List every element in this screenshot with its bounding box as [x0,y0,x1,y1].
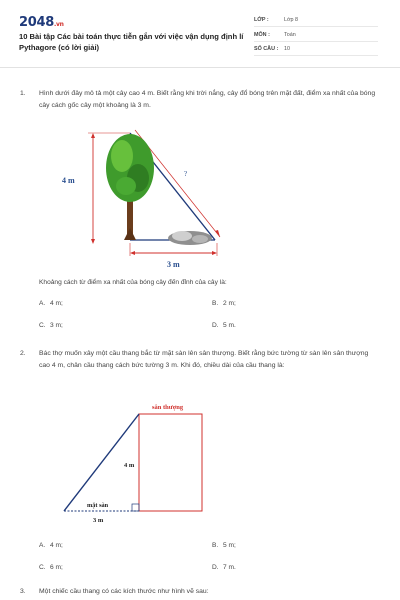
question-number: 1. [20,90,26,97]
option-text: 4 m; [50,542,63,549]
option-letter: C. [39,322,46,329]
q2-option-c[interactable] [39,564,63,571]
floor-label: mặt sàn [87,502,109,509]
question-text: Hình dưới đây mô tả một cây cao 4 m. Biết rằng khi trời nắng, cây đổ bóng trên mặt đất, điểm xa nhất của bóng cây cách gốc cây một khoảng là 3 m. [39,90,376,109]
q1-option-d[interactable] [212,322,236,329]
wall-height-label: 4 m [124,462,135,469]
meta-key: SỐ CÂU : [254,46,279,52]
question-text: Bác thợ muốn xây một cầu thang bắc từ mặt sàn lên sân thượng. Biết rằng bức tường từ sàn lên sân thượng cao 4 m, chân cầu thang cách bức tường 3 m. Khi đó, chiều dài của cầu thang là: [39,350,369,369]
document-title: 10 Bài tập Các bài toán thực tiễn gắn với việc vận dụng định lí Pythagore (có lời giải) [19,32,244,52]
option-letter: A. [39,300,46,307]
q1-option-a[interactable] [39,300,63,307]
logo-suffix: .vn [53,21,64,28]
question-2 [20,348,380,372]
question-number: 3. [20,588,26,595]
q2-option-d[interactable] [212,564,236,571]
meta-row-subject [254,30,378,42]
option-text: 3 m; [50,322,63,329]
option-text: 5 m; [223,542,236,549]
meta-key: MÔN : [254,32,270,38]
option-letter: B. [212,300,219,307]
option-text: 4 m; [50,300,63,307]
q2-option-b[interactable] [212,542,236,549]
option-letter: A. [39,542,46,549]
question-text: Một chiếc cầu thang có các kích thước như hình vẽ sau: [39,588,209,595]
q1-option-c[interactable] [39,322,63,329]
q1-option-b[interactable] [212,300,236,307]
option-letter: C. [39,564,46,571]
option-text: 7 m. [223,564,236,571]
option-letter: D. [212,322,219,329]
question-number: 2. [20,350,26,357]
tree-shadow-figure [60,128,230,273]
option-letter: D. [212,564,219,571]
staircase-figure [60,398,210,526]
base-distance-label: 3 m [93,517,104,524]
meta-row-class [254,15,378,27]
option-letter: B. [212,542,219,549]
question-1 [20,88,380,112]
tree-icon [106,134,154,240]
logo-text: 2048 [19,15,54,30]
q2-option-a[interactable] [39,542,63,549]
site-logo[interactable] [19,15,64,30]
option-text: 5 m. [223,322,236,329]
hypotenuse-label: ? [184,170,188,178]
rooftop-label: sân thượng [152,404,184,411]
meta-value: Lớp 8 [284,17,299,23]
page-header [0,0,400,68]
meta-value: Toán [284,32,296,38]
tree-height-label: 4 m [62,176,75,185]
meta-key: LỚP : [254,17,269,23]
option-text: 2 m; [223,300,236,307]
question-3 [20,586,380,598]
meta-value: 10 [284,46,290,52]
question-1-prompt: Khoảng cách từ điểm xa nhất của bóng cây đến đỉnh của cây là: [39,279,227,286]
meta-row-count [254,44,378,56]
option-text: 6 m; [50,564,63,571]
shadow-length-label: 3 m [167,260,180,269]
